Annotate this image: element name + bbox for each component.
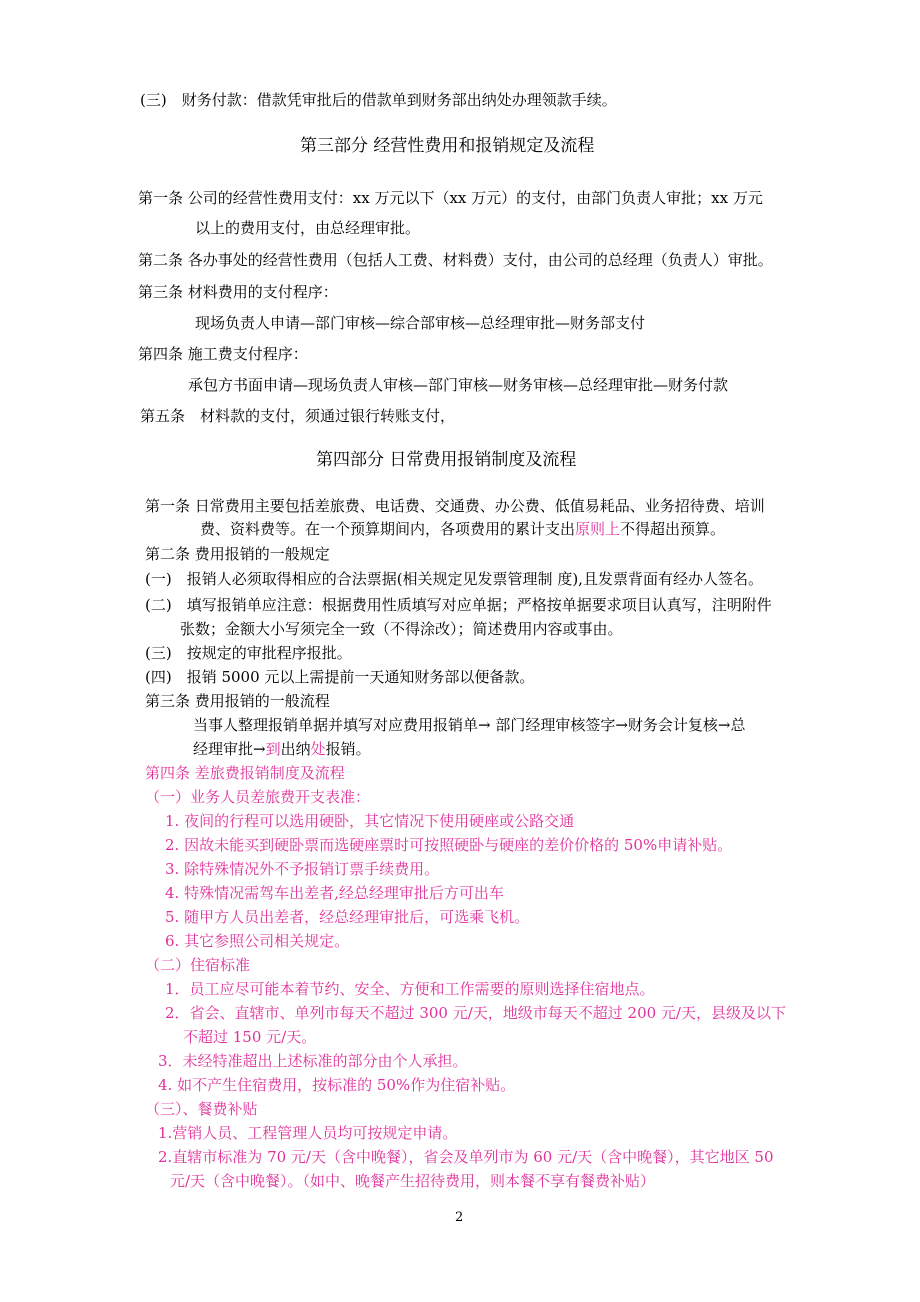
part3-article1-line2: 以上的费用支付，由总经理审批。 [195, 219, 421, 237]
text-run: 出纳 [280, 740, 311, 758]
part3-article2: 第二条 各办事处的经营性费用（包括人工费、材料费）支付，由公司的总经理（负责人）审批。 [138, 251, 773, 269]
text-run: 报销。 [325, 740, 371, 758]
meal-item-1: 1.营销人员、工程管理人员均可按规定申请。 [158, 1124, 458, 1142]
part3-article3-flow: 现场负责人申请—部门审核—综合部审核—总经理审批—财务部支付 [195, 314, 646, 332]
text-run: 经理审批→ [193, 740, 266, 758]
lodging-item-4: 4. 如不产生住宿费用，按标准的 50%作为住宿补贴。 [158, 1076, 516, 1094]
lodging-heading: （二）住宿标准 [145, 956, 251, 974]
text-run: 费、资料费等。在一个预算期间内，各项费用的累计支出 [200, 520, 576, 538]
part3-article3: 第三条 材料费用的支付程序： [138, 283, 338, 301]
part4-article2-item4: (四) 报销 5000 元以上需提前一天通知财务部以便备款。 [145, 668, 535, 686]
part4-article4: 第四条 差旅费报销制度及流程 [145, 764, 345, 782]
part4-article3-flow-line1: 当事人整理报销单据并填写对应费用报销单→ 部门经理审核签字→财务会计复核→总 [193, 716, 746, 734]
text-run: 不得超出预算。 [620, 520, 726, 538]
travel-standard-heading: （一）业务人员差旅费开支表准： [145, 788, 371, 806]
travel-item-4: 4. 特殊情况需驾车出差者,经总经理审批后方可出车 [165, 884, 504, 902]
part4-article2-item3: (三) 按规定的审批程序报批。 [145, 644, 352, 662]
part4-article3: 第三条 费用报销的一般流程 [145, 692, 330, 710]
travel-item-1: 1. 夜间的行程可以选用硬卧，其它情况下使用硬座或公路交通 [165, 812, 575, 830]
meal-item-2-line2: 元/天（含中晚餐）。（如中、晚餐产生招待费用，则本餐不享有餐费补贴） [170, 1172, 656, 1190]
meal-heading: （三）、餐费补贴 [145, 1100, 258, 1118]
part4-article1-line1: 第一条 日常费用主要包括差旅费、电话费、交通费、办公费、低值易耗品、业务招待费、培训 [145, 497, 765, 515]
travel-item-2: 2. 因故未能买到硬卧票而选硬座票时可按照硬卧与硬座的差价价格的 50%申请补贴。 [165, 836, 733, 854]
lodging-item-3: 3．未经特准超出上述标准的部分由个人承担。 [158, 1052, 468, 1070]
lodging-item-1: 1．员工应尽可能本着节约、安全、方便和工作需要的原则选择住宿地点。 [165, 980, 655, 998]
highlight-text: 处 [310, 740, 326, 758]
part3-article4-flow: 承包方书面申请—现场负责人审核—部门审核—财务审核—总经理审批—财务付款 [188, 376, 729, 394]
part4-article3-flow-line2 [193, 739, 371, 759]
part3-article1-line1: 第一条 公司的经营性费用支付：xx 万元以下（xx 万元）的支付，由部门负责人审批；xx 万元 [138, 189, 763, 207]
part4-heading: 第四部分 日常费用报销制度及流程 [316, 450, 577, 470]
part3-article4: 第四条 施工费支付程序： [138, 345, 308, 363]
highlight-text: 到 [265, 740, 281, 758]
part3-heading: 第三部分 经营性费用和报销规定及流程 [300, 136, 595, 156]
highlight-text: 原则上 [575, 520, 621, 538]
lodging-item-2-line2: 不超过 150 元/天。 [183, 1028, 317, 1046]
part4-article2-item2-line2: 张数；金额大小写须完全一致（不得涂改）；简述费用内容或事由。 [180, 620, 623, 638]
payment-clause: (三) 财务付款：借款凭审批后的借款单到财务部出纳处办理领款手续。 [140, 91, 617, 109]
travel-item-3: 3. 除特殊情况外不予报销订票手续费用。 [165, 860, 440, 878]
part4-article1-line2 [200, 519, 725, 539]
part4-article2-item2-line1: (二) 填写报销单应注意：根据费用性质填写对应单据；严格按单据要求项目认真写，注明附件 [145, 596, 772, 614]
part4-article2: 第二条 费用报销的一般规定 [145, 545, 330, 563]
part3-article5: 第五条 材料款的支付，须通过银行转账支付， [140, 407, 456, 425]
meal-item-2-line1: 2.直辖市标准为 70 元/天（含中晚餐），省会及单列市为 60 元/天（含中晚餐），其它地区 50 [158, 1148, 774, 1166]
lodging-item-2-line1: 2．省会、直辖市、单列市每天不超过 300 元/天，地级市每天不超过 200 元/天，县级及以下 [165, 1004, 786, 1022]
travel-item-5: 5. 随甲方人员出差者，经总经理审批后，可选乘飞机。 [165, 908, 530, 926]
travel-item-6: 6. 其它参照公司相关规定。 [165, 932, 350, 950]
part4-article2-item1: (一) 报销人必须取得相应的合法票据(相关规定见发票管理制 度),且发票背面有经办人签名。 [145, 570, 763, 588]
page-number: 2 [455, 1210, 464, 1225]
